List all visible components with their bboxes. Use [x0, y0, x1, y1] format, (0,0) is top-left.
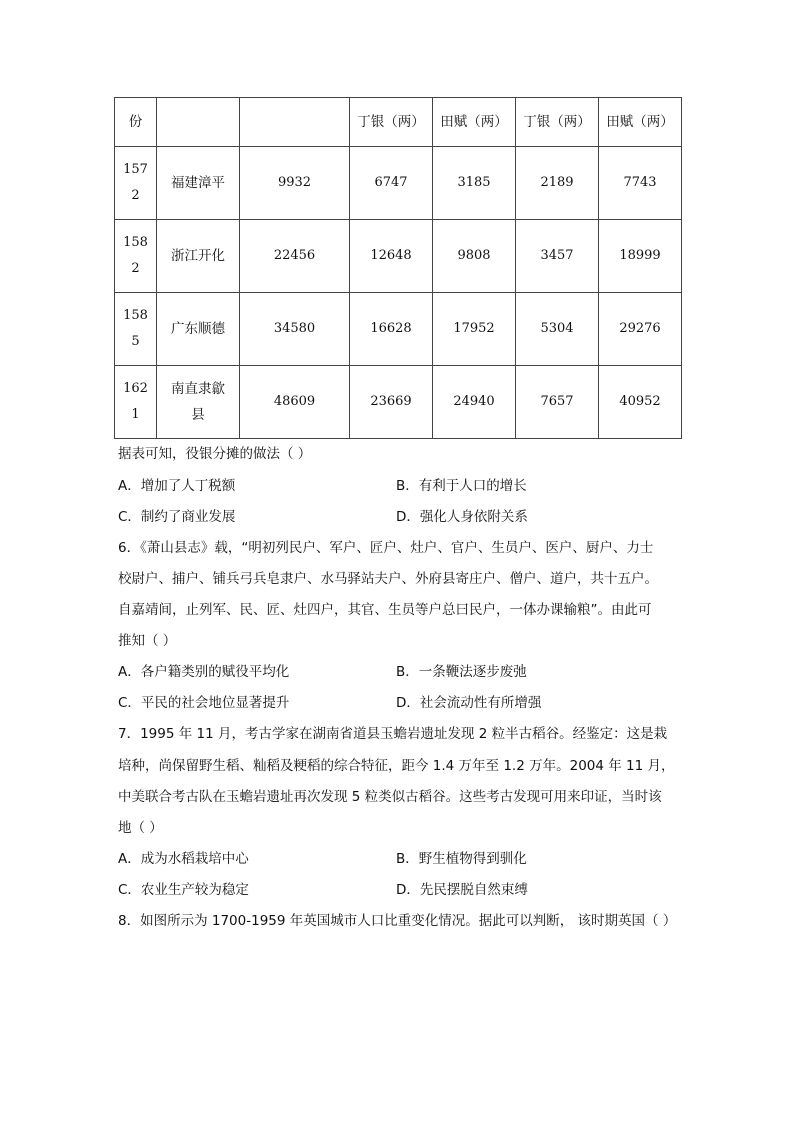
header-cell-ding-silver-1: 丁银（两） [350, 98, 433, 147]
year-line: 162 [123, 381, 148, 396]
place-line: 福建漳平 [171, 175, 225, 191]
q6-stem-line: 自嘉靖间，止列军、民、匠、灶四户，其官、生员等户总曰民户，一体办课输粮”。由此可 [118, 602, 652, 618]
q6-stem-line: 推知（ ） [118, 633, 177, 649]
table-row [115, 293, 682, 366]
q7-option-a: A．成为水稻栽培中心 [118, 851, 249, 867]
value-cell: 16628 [350, 293, 433, 366]
year-cell [115, 293, 157, 366]
q7-stem-line: 中美联合考古队在玉蟾岩遗址再次发现 5 粒类似古稻谷。这些考古发现可用来印证，当时该 [118, 789, 662, 805]
year-line: 2 [131, 188, 140, 203]
year-cell [115, 220, 157, 293]
value-cell: 5304 [516, 293, 599, 366]
value-cell: 7657 [516, 366, 599, 439]
place-cell [157, 220, 240, 293]
q7-stem-line: 地（ ） [118, 820, 163, 836]
total-cell: 48609 [240, 366, 350, 439]
year-cell [115, 147, 157, 220]
table-header-row [115, 98, 682, 147]
q6-stem-line: 校尉户、捕户、铺兵弓兵皂隶户、水马驿站夫户、外府县寄庄户、僧户、道户，共十五户。 [118, 571, 658, 587]
q7-option-d: D．先民摆脱自然束缚 [396, 882, 528, 898]
place-line: 县 [191, 407, 205, 423]
tax-data-table [114, 97, 682, 439]
q7-stem-line: 培种，尚保留野生稻、籼稻及粳稻的综合特征，距今 1.4 万年至 1.2 万年。2004 年 11 月， [118, 758, 675, 774]
q6-option-d: D．社会流动性有所增强 [396, 695, 542, 711]
q5-option-b: B．有利于人口的增长 [396, 478, 527, 494]
table-row [115, 220, 682, 293]
place-line: 浙江开化 [171, 248, 225, 264]
value-cell: 24940 [433, 366, 516, 439]
year-line: 157 [123, 162, 148, 177]
place-cell [157, 366, 240, 439]
q6-option-c: C．平民的社会地位显著提升 [118, 695, 290, 711]
q5-stem: 据表可知，役银分摊的做法（ ） [118, 446, 312, 462]
table-row [115, 366, 682, 439]
q5-option-d: D．强化人身依附关系 [396, 509, 528, 525]
q5-option-a: A．增加了人丁税额 [118, 478, 236, 494]
value-cell: 6747 [350, 147, 433, 220]
q8-stem: 8．如图所示为 1700-1959 年英国城市人口比重变化情况。据此可以判断， 该时期英国（ ） [118, 913, 677, 929]
q6-option-a: A．各户籍类别的赋役平均化 [118, 664, 290, 680]
place-line: 广东顺德 [171, 321, 225, 337]
header-cell-total [240, 98, 350, 147]
value-cell: 40952 [599, 366, 682, 439]
value-cell: 3185 [433, 147, 516, 220]
q7-stem-line: 7．1995 年 11 月，考古学家在湖南省道县玉蟾岩遗址发现 2 粒半古稻谷。经鉴定：这是栽 [118, 726, 668, 742]
total-cell: 22456 [240, 220, 350, 293]
total-cell: 34580 [240, 293, 350, 366]
q5-option-c: C．制约了商业发展 [118, 509, 236, 525]
place-line: 南直隶歙 [171, 381, 225, 397]
table-row [115, 147, 682, 220]
year-line: 1 [131, 407, 140, 422]
value-cell: 18999 [599, 220, 682, 293]
q7-option-b: B．野生植物得到驯化 [396, 851, 527, 867]
value-cell: 9808 [433, 220, 516, 293]
q7-option-c: C．农业生产较为稳定 [118, 882, 249, 898]
header-cell-ding-silver-2: 丁银（两） [516, 98, 599, 147]
place-cell [157, 147, 240, 220]
header-cell-year: 份 [115, 98, 157, 147]
value-cell: 3457 [516, 220, 599, 293]
total-cell: 9932 [240, 147, 350, 220]
q6-stem-line: 6．《萧山县志》载，“明初列民户、军户、匠户、灶户、官户、生员户、医户、厨户、力士 [118, 540, 654, 556]
value-cell: 23669 [350, 366, 433, 439]
year-line: 158 [123, 235, 148, 250]
year-line: 5 [131, 334, 140, 349]
header-cell-field-tax-1: 田赋（两） [433, 98, 516, 147]
value-cell: 2189 [516, 147, 599, 220]
value-cell: 12648 [350, 220, 433, 293]
place-cell [157, 293, 240, 366]
header-cell-place [157, 98, 240, 147]
header-cell-field-tax-2: 田赋（两） [599, 98, 682, 147]
q6-option-b: B．一条鞭法逐步废弛 [396, 664, 527, 680]
value-cell: 29276 [599, 293, 682, 366]
year-cell [115, 366, 157, 439]
year-line: 158 [123, 308, 148, 323]
year-line: 2 [131, 261, 140, 276]
value-cell: 7743 [599, 147, 682, 220]
value-cell: 17952 [433, 293, 516, 366]
